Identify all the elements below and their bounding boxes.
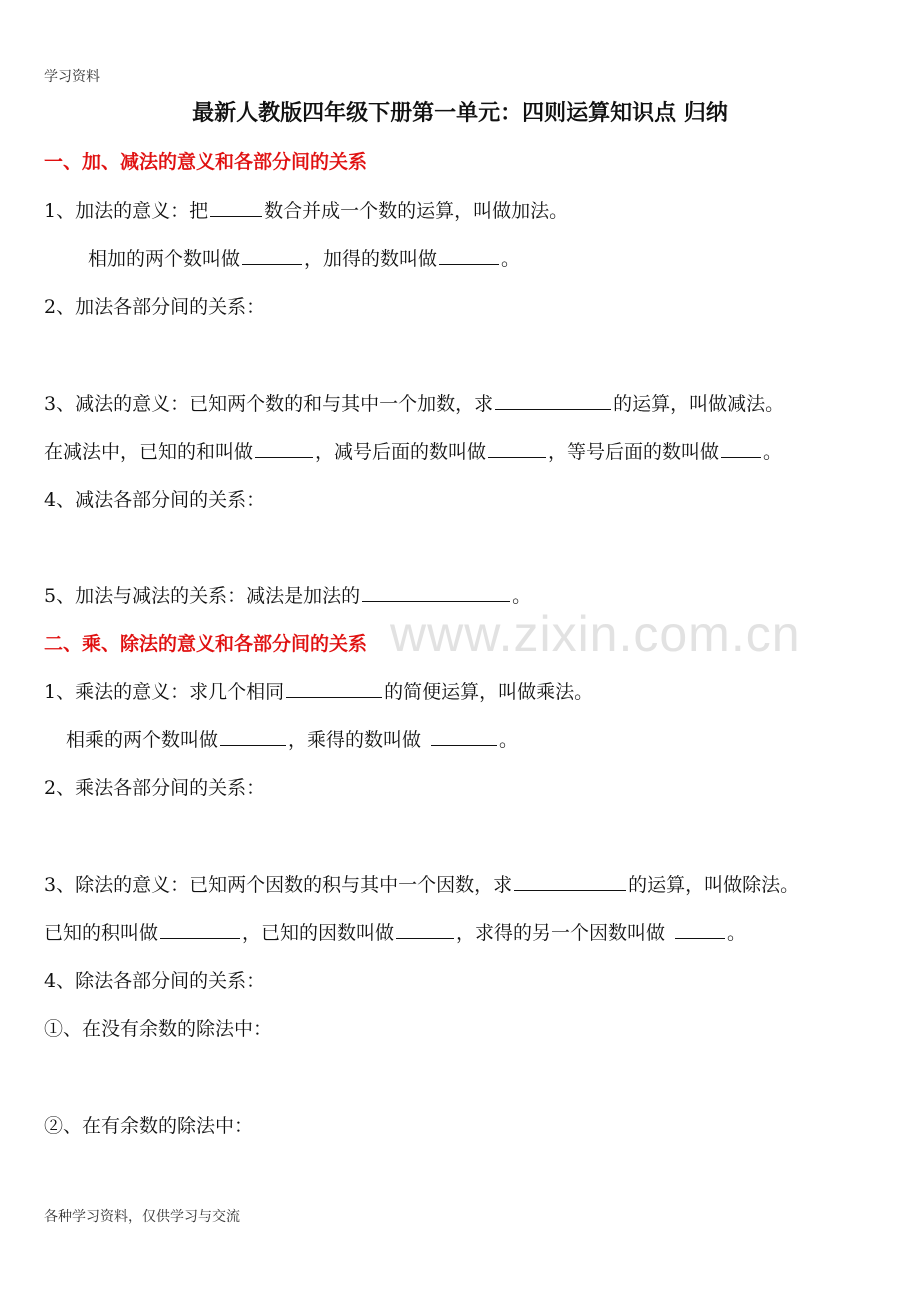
answer-blank[interactable] (439, 246, 499, 265)
subtraction-relations-line: 4、减法各部分间的关系： (44, 489, 266, 511)
division-relations-line: 4、除法各部分间的关系： (44, 970, 266, 992)
no-remainder-line: ①、在没有余数的除法中： (44, 1018, 273, 1040)
document-title: 最新人教版四年级下册第一单元：四则运算知识点 归纳 (192, 100, 728, 126)
text: 相加的两个数叫做 (88, 248, 241, 270)
text: 相乘的两个数叫做 (66, 729, 219, 751)
addition-relations-line: 2、加法各部分间的关系： (44, 296, 266, 318)
text: ，乘得的数叫做 (288, 729, 422, 751)
text: 。 (763, 441, 783, 463)
text: 已知的积叫做 (44, 922, 159, 944)
text: 。 (512, 585, 532, 607)
answer-blank[interactable] (675, 920, 725, 939)
section-heading-add-subtract: 一、加、减法的意义和各部分间的关系 (44, 151, 368, 173)
answer-blank[interactable] (255, 439, 313, 458)
answer-blank[interactable] (495, 391, 611, 410)
text: ，已知的因数叫做 (242, 922, 395, 944)
answer-blank[interactable] (396, 920, 454, 939)
answer-blank[interactable] (362, 583, 510, 602)
answer-blank[interactable] (220, 727, 286, 746)
text: 的简便运算，叫做乘法。 (384, 681, 594, 703)
text: 。 (501, 248, 521, 270)
answer-blank[interactable] (514, 872, 626, 891)
text: 在减法中，已知的和叫做 (44, 441, 254, 463)
answer-blank[interactable] (160, 920, 240, 939)
watermark: www.zixin.com.cn (390, 606, 801, 662)
text: ，等号后面的数叫做 (548, 441, 720, 463)
text: 1、加法的意义：把 (44, 200, 209, 222)
text: 的运算，叫做除法。 (628, 874, 800, 896)
text: ，加得的数叫做 (304, 248, 438, 270)
addends-line (88, 244, 520, 271)
text: 3、除法的意义：已知两个因数的积与其中一个因数，求 (44, 874, 513, 896)
answer-blank[interactable] (210, 198, 262, 217)
subtraction-meaning-line (44, 389, 784, 416)
page-header: 学习资料 (44, 69, 100, 85)
text: 。 (499, 729, 519, 751)
text: ，减号后面的数叫做 (315, 441, 487, 463)
multiplication-relations-line: 2、乘法各部分间的关系： (44, 777, 266, 799)
text: 1、乘法的意义：求几个相同 (44, 681, 285, 703)
text: 。 (727, 922, 747, 944)
answer-blank[interactable] (286, 679, 382, 698)
text: 的运算，叫做减法。 (613, 393, 785, 415)
answer-blank[interactable] (242, 246, 302, 265)
answer-blank[interactable] (431, 727, 497, 746)
division-terms-line (44, 918, 746, 945)
text: ，求得的另一个因数叫做 (456, 922, 666, 944)
page-footer: 各种学习资料，仅供学习与交流 (44, 1209, 240, 1225)
division-meaning-line (44, 870, 799, 897)
text: 5、加法与减法的关系：减法是加法的 (44, 585, 361, 607)
factors-line (66, 725, 518, 752)
text: 3、减法的意义：已知两个数的和与其中一个加数，求 (44, 393, 494, 415)
addition-meaning-line (44, 196, 568, 223)
answer-blank[interactable] (488, 439, 546, 458)
text: 数合并成一个数的运算，叫做加法。 (264, 200, 569, 222)
multiplication-meaning-line (44, 677, 593, 704)
with-remainder-line: ②、在有余数的除法中： (44, 1115, 254, 1137)
section-heading-multiply-divide: 二、乘、除法的意义和各部分间的关系 (44, 633, 368, 655)
subtraction-terms-line (44, 437, 782, 464)
answer-blank[interactable] (721, 439, 761, 458)
add-subtract-relation-line (44, 581, 531, 608)
